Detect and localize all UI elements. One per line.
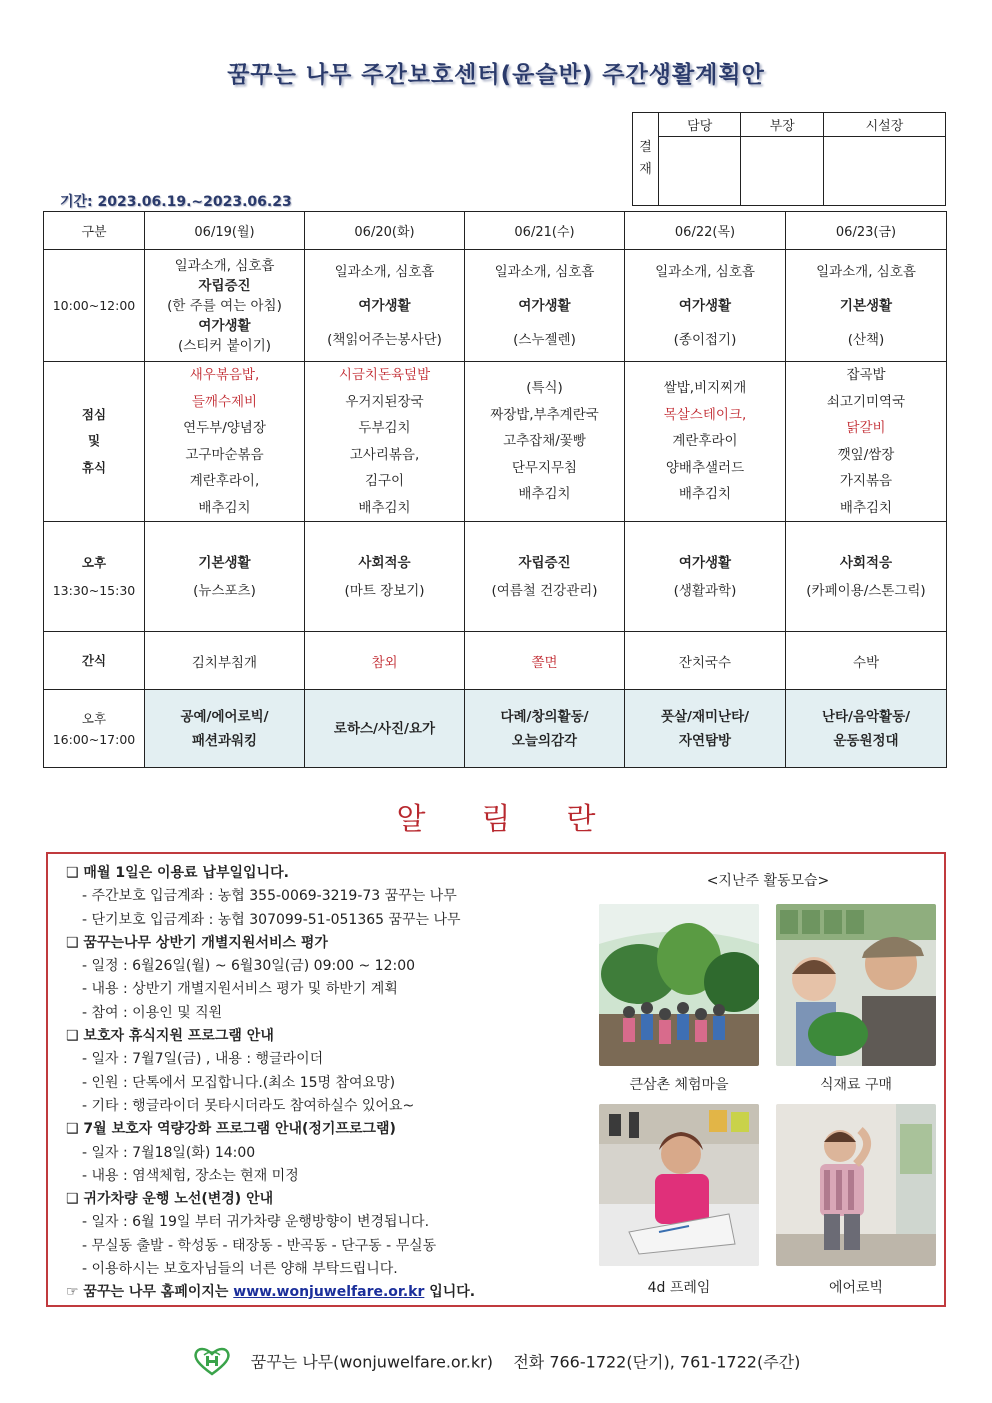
notice-item: - 인원 : 단톡에서 모집합니다.(최소 15명 참여요망) [82, 1074, 396, 1091]
approval-role: 부장 [741, 113, 823, 137]
afternoon-cell: 자립증진 (여름철 건강관리) [465, 522, 625, 632]
homepage-link[interactable]: www.wonjuwelfare.or.kr [233, 1284, 425, 1301]
table-header-row [44, 212, 947, 250]
header-cell: 06/19(월) [145, 212, 305, 250]
lunch-menu-cell: (특식) 짜장밥,부추계란국 고추잡채/꽃빵 단무지무침 배추김치 [465, 362, 625, 522]
header-cell: 06/22(목) [625, 212, 786, 250]
late-activity-cell: 공예/에어로빅/ 패션과워킹 [145, 690, 305, 768]
late-activity-cell: 난타/음악활동/ 운동원정대 [786, 690, 947, 768]
notice-item: - 내용 : 상반기 개별지원서비스 평가 및 하반기 계획 [82, 981, 398, 998]
header-cell: 06/20(화) [305, 212, 465, 250]
morning-cell: 일과소개, 심호흡 기본생활 (산책) [786, 250, 947, 362]
afternoon-cell: 사회적응 (카페이용/스톤그릭) [786, 522, 947, 632]
photos-caption: <지난주 활동모습> [706, 873, 830, 889]
approval-role: 시설장 [823, 113, 945, 137]
heart-logo-icon [192, 1346, 232, 1380]
notice-item: - 일정 : 6월26일(월) ~ 6월30일(금) 09:00 ~ 12:00 [82, 958, 416, 975]
morning-cell: 일과소개, 심호흡 여가생활 (책읽어주는봉사단) [305, 250, 465, 362]
notice-item: - 단기보호 입금계좌 : 농협 307099-51-051365 꿈꾸는 나무 [82, 911, 461, 928]
notice-heading: ❑ 귀가차량 운행 노선(변경) 안내 [66, 1191, 274, 1208]
approval-role: 담당 [659, 113, 741, 137]
notice-item: - 무실동 출발 - 학성동 - 태장동 - 반곡동 - 단구동 - 무실동 [82, 1237, 437, 1254]
lunch-menu-cell: 잡곡밥 쇠고기미역국 닭갈비 깻잎/쌈장 가지볶음 배추김치 [786, 362, 947, 522]
photo-caption: 식재료 구매 [819, 1077, 893, 1093]
notice-heading: ❑ 꿈꾸는나무 상반기 개별지원서비스 평가 [66, 934, 328, 951]
table-row-lunch [44, 362, 947, 522]
row-label: 오후 16:00~17:00 [44, 690, 145, 768]
footer [0, 1346, 992, 1380]
table-row-morning [44, 250, 947, 362]
notice-item: - 일자 : 6월 19일 부터 귀가차량 운행방향이 변경됩니다. [82, 1214, 430, 1231]
notice-heading: ❑ 보호자 휴식지원 프로그램 안내 [66, 1028, 274, 1045]
notice-list [66, 862, 606, 1305]
row-label: 10:00~12:00 [44, 250, 145, 362]
notice-item: - 내용 : 염색체험, 장소는 현재 미정 [82, 1167, 299, 1184]
late-activity-cell: 다례/창의활동/ 오늘의감각 [465, 690, 625, 768]
approval-signature-cell [659, 137, 741, 206]
row-label: 간식 [44, 632, 145, 690]
photo-grocery-shopping [776, 904, 936, 1066]
approval-box [632, 112, 946, 206]
photo-caption: 에어로빅 [828, 1280, 884, 1296]
approval-stamp-label: 결 재 [633, 113, 659, 206]
notice-title: 알림란 [396, 802, 652, 837]
header-cell: 구분 [44, 212, 145, 250]
approval-signature-cell [741, 137, 823, 206]
notice-item: - 일자 : 7월18일(화) 14:00 [82, 1144, 256, 1161]
lunch-menu-cell: 새우볶음밥, 들깨수제비 연두부/양념장 고구마순볶음 계란후라이, 배추김치 [145, 362, 305, 522]
snack-cell: 김치부침개 [145, 632, 305, 690]
footer-phone: 전화 766-1722(단기), 761-1722(주간) [513, 1352, 801, 1372]
page-title: 꿈꾸는 나무 주간보호센터(윤슬반) 주간생활계획안 [227, 62, 765, 88]
notice-item: - 일자 : 7월7일(금) , 내용 : 행글라이더 [82, 1051, 324, 1068]
notice-box [46, 852, 946, 1307]
snack-cell: 수박 [786, 632, 947, 690]
table-row-late-afternoon [44, 690, 947, 768]
header-cell: 06/23(금) [786, 212, 947, 250]
photo-caption: 4d 프레임 [647, 1280, 711, 1296]
morning-cell: 일과소개, 심호흡 여가생활 (스누젤렌) [465, 250, 625, 362]
photo-aerobics [776, 1104, 936, 1266]
homepage-line: ☞ 꿈꾸는 나무 홈페이지는 www.wonjuwelfare.or.kr 입니다. [66, 1284, 476, 1301]
lunch-menu-cell: 쌀밥,비지찌개 목살스테이크, 계란후라이 양배추샐러드 배추김치 [625, 362, 786, 522]
lunch-menu-cell: 시금치돈육덮밥 우거지된장국 두부김치 고사리볶음, 김구이 배추김치 [305, 362, 465, 522]
footer-org: 꿈꾸는 나무(wonjuwelfare.or.kr) [250, 1352, 493, 1372]
row-label: 오후 13:30~15:30 [44, 522, 145, 632]
period: 기간: 2023.06.19.~2023.06.23 [60, 194, 292, 210]
late-activity-cell: 풋살/재미난타/ 자연탐방 [625, 690, 786, 768]
afternoon-cell: 기본생활 (뉴스포츠) [145, 522, 305, 632]
table-row-snack [44, 632, 947, 690]
afternoon-cell: 여가생활 (생활과학) [625, 522, 786, 632]
notice-item: - 기타 : 행글라이더 못타시더라도 참여하실수 있어요~ [82, 1097, 415, 1114]
snack-cell: 참외 [305, 632, 465, 690]
notice-heading: ❑ 7월 보호자 역량강화 프로그램 안내(정기프로그램) [66, 1121, 396, 1138]
photo-caption: 큰삼촌 체험마을 [629, 1077, 729, 1093]
morning-cell: 일과소개, 심호흡 자립증진 (한 주를 여는 아침) 여가생활 (스티커 붙이기) [145, 250, 305, 362]
photo-farm-village [599, 904, 759, 1066]
row-label: 점심 및 휴식 [44, 362, 145, 522]
approval-signature-cell [823, 137, 945, 206]
photo-4d-frame [599, 1104, 759, 1266]
snack-cell: 쫄면 [465, 632, 625, 690]
late-activity-cell: 로하스/사진/요가 [305, 690, 465, 768]
morning-cell: 일과소개, 심호흡 여가생활 (종이접기) [625, 250, 786, 362]
notice-heading: ❑ 매월 1일은 이용료 납부일입니다. [66, 865, 289, 881]
snack-cell: 잔치국수 [625, 632, 786, 690]
table-row-afternoon [44, 522, 947, 632]
notice-item: - 참여 : 이용인 및 직원 [82, 1004, 223, 1021]
weekly-plan-table [43, 211, 947, 768]
notice-item: - 이용하시는 보호자님들의 너른 양해 부탁드립니다. [82, 1261, 398, 1278]
notice-item: - 주간보호 입금계좌 : 농협 355-0069-3219-73 꿈꾸는 나무 [82, 888, 457, 905]
afternoon-cell: 사회적응 (마트 장보기) [305, 522, 465, 632]
header-cell: 06/21(수) [465, 212, 625, 250]
